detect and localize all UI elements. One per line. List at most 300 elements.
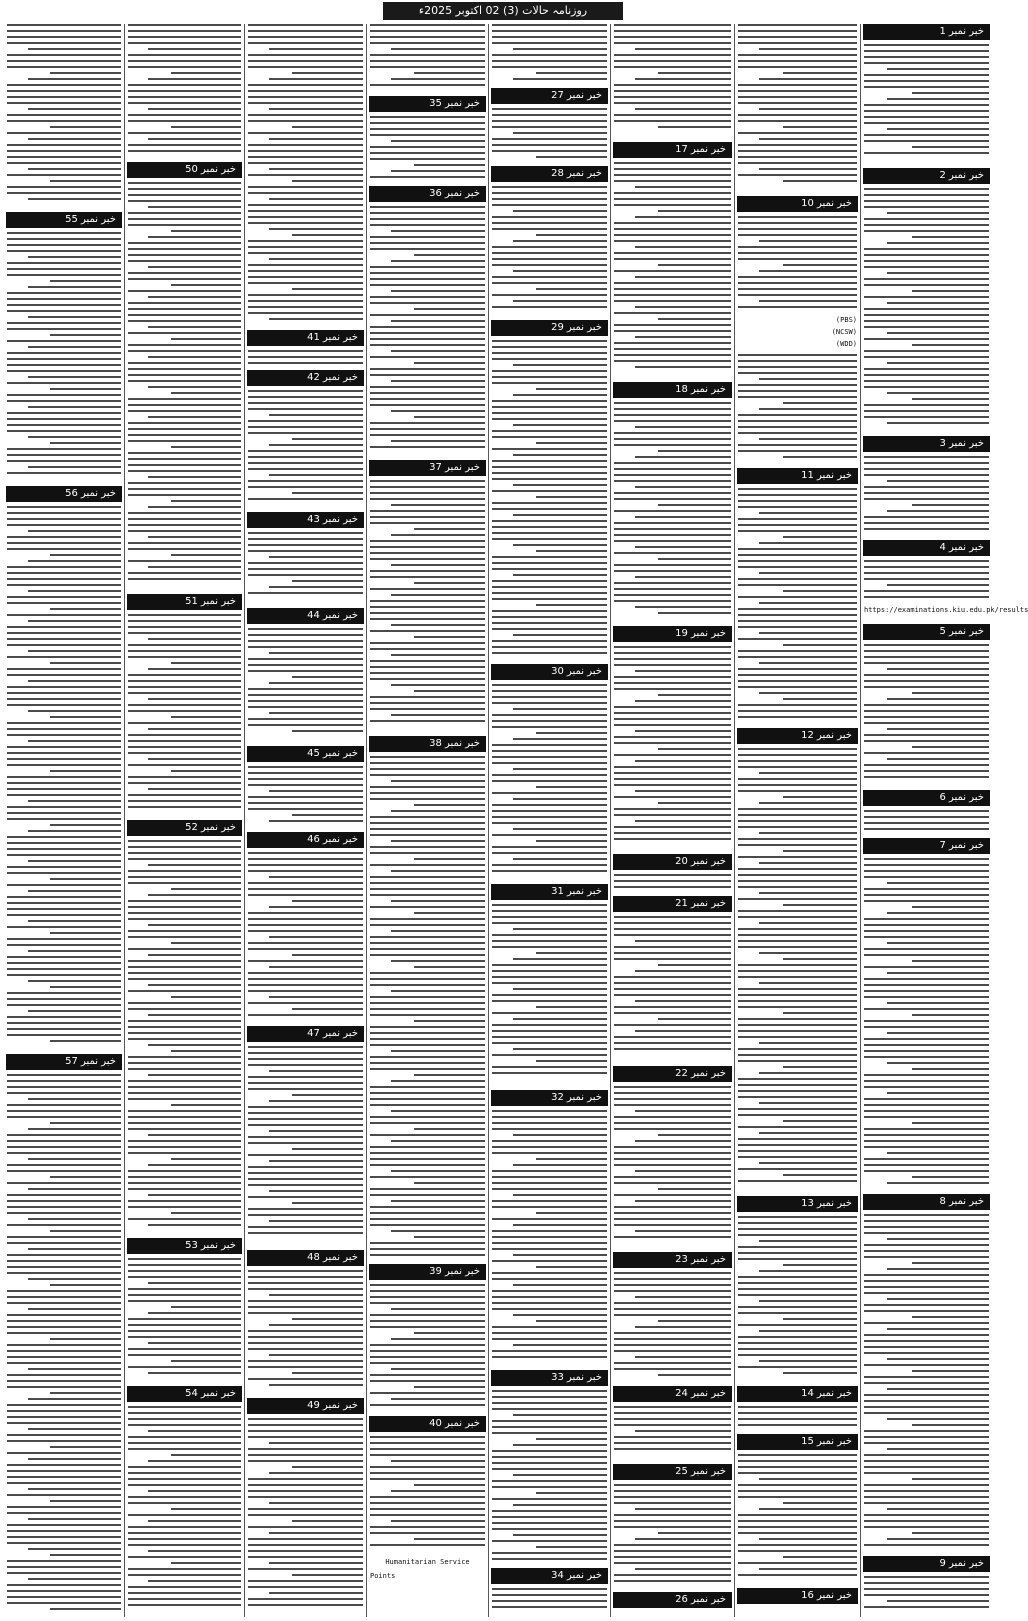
text-line — [492, 1036, 607, 1038]
text-line — [28, 256, 121, 258]
text-line — [658, 1018, 731, 1020]
text-line — [370, 428, 485, 430]
text-line — [7, 274, 121, 276]
text-line — [128, 362, 241, 364]
article-text — [614, 1406, 731, 1458]
text-line — [370, 146, 485, 148]
text-line — [7, 1016, 121, 1018]
text-line — [658, 72, 731, 74]
text-line — [370, 66, 485, 68]
text-line — [492, 1012, 607, 1014]
text-line — [912, 746, 990, 748]
text-line — [738, 784, 857, 786]
text-line — [614, 1146, 731, 1148]
text-line — [7, 1080, 121, 1082]
text-line — [864, 1382, 989, 1384]
text-line — [128, 1294, 241, 1296]
text-line — [7, 60, 121, 62]
text-line — [128, 1270, 241, 1272]
text-line — [864, 410, 989, 412]
text-line — [148, 108, 241, 110]
text-line — [614, 1206, 731, 1208]
text-line — [248, 174, 363, 176]
text-line — [912, 236, 990, 238]
text-line — [128, 1182, 241, 1184]
text-line — [248, 960, 363, 962]
text-line — [492, 940, 607, 942]
text-line — [171, 1508, 241, 1510]
text-line — [738, 1156, 857, 1158]
text-line — [513, 1194, 607, 1196]
text-line — [7, 758, 121, 760]
article-text — [248, 532, 363, 602]
text-line — [7, 926, 121, 928]
text-line — [370, 1014, 485, 1016]
text-line — [614, 1236, 731, 1238]
text-line — [171, 770, 241, 772]
text-line — [7, 1074, 121, 1076]
text-line — [783, 698, 857, 700]
text-line — [248, 984, 363, 986]
text-line — [492, 1176, 607, 1178]
text-line — [148, 236, 241, 238]
text-line — [614, 1368, 731, 1370]
text-line — [28, 108, 121, 110]
text-line — [492, 1290, 607, 1292]
text-line — [759, 138, 857, 140]
text-line — [614, 646, 731, 648]
text-line — [658, 1320, 731, 1322]
text-line — [391, 140, 485, 142]
text-line — [536, 604, 607, 606]
text-line — [171, 284, 241, 286]
text-line — [864, 566, 989, 568]
masthead-title: روزنامہ حالات (3) 02 اکتوبر 2025ء — [383, 2, 623, 20]
text-line — [128, 218, 241, 220]
text-line — [864, 116, 989, 118]
text-line — [28, 860, 121, 862]
text-line — [536, 1320, 607, 1322]
text-line — [759, 692, 857, 694]
text-line — [128, 1110, 241, 1112]
text-line — [614, 588, 731, 590]
text-line — [391, 410, 485, 412]
article-text — [614, 1484, 731, 1588]
text-line — [128, 1532, 241, 1534]
text-line — [492, 42, 607, 44]
text-line — [864, 1576, 989, 1578]
text-line — [864, 734, 989, 736]
text-line — [614, 204, 731, 206]
text-line — [864, 1406, 989, 1408]
text-line — [614, 1314, 731, 1316]
text-line — [738, 1252, 857, 1254]
article-text — [738, 488, 857, 722]
text-line — [269, 1190, 363, 1192]
text-line — [738, 1090, 857, 1092]
text-line — [492, 1296, 607, 1298]
text-line — [864, 1454, 989, 1456]
text-line — [492, 976, 607, 978]
text-line — [864, 218, 989, 220]
text-line — [248, 402, 363, 404]
text-line — [614, 1502, 731, 1504]
text-line — [887, 1032, 990, 1034]
text-line — [370, 1356, 485, 1358]
text-line — [128, 132, 241, 134]
text-line — [7, 548, 121, 550]
text-line — [738, 420, 857, 422]
text-line — [370, 762, 485, 764]
text-line — [370, 1134, 485, 1136]
text-line — [536, 1212, 607, 1214]
text-line — [7, 84, 121, 86]
text-line — [7, 1356, 121, 1358]
text-line — [738, 874, 857, 876]
text-line — [128, 620, 241, 622]
text-line — [128, 614, 241, 616]
text-line — [738, 1312, 857, 1314]
results-url[interactable]: https://examinations.kiu.edu.pk/results — [864, 606, 1028, 614]
text-line — [128, 212, 241, 214]
text-line — [7, 782, 121, 784]
text-line — [492, 508, 607, 510]
text-line — [738, 1324, 857, 1326]
text-line — [614, 1514, 731, 1516]
text-line — [7, 848, 121, 850]
text-line — [492, 684, 607, 686]
text-line — [492, 1054, 607, 1056]
text-line — [248, 1418, 363, 1420]
text-line — [391, 380, 485, 382]
text-line — [759, 108, 857, 110]
text-line — [370, 948, 485, 950]
text-line — [887, 68, 990, 70]
text-line — [7, 962, 121, 964]
text-line — [370, 1350, 485, 1352]
text-line — [864, 224, 989, 226]
text-line — [148, 788, 241, 790]
text-line — [492, 1140, 607, 1142]
text-line — [370, 248, 485, 250]
text-line — [864, 1352, 989, 1354]
article-text — [864, 560, 989, 602]
text-line — [738, 1544, 857, 1546]
text-line — [248, 532, 363, 534]
text-line — [864, 74, 989, 76]
text-line — [513, 1048, 607, 1050]
text-line — [370, 660, 485, 662]
text-line — [614, 1272, 731, 1274]
text-line — [759, 300, 857, 302]
article-header: خبر نمبر 14 — [737, 1386, 858, 1402]
text-line — [391, 1080, 485, 1082]
text-line — [7, 448, 121, 450]
text-line — [738, 988, 857, 990]
text-line — [391, 714, 485, 716]
text-line — [128, 626, 241, 628]
text-line — [50, 1392, 121, 1394]
text-line — [635, 790, 731, 792]
article-header: خبر نمبر 3 — [863, 436, 990, 452]
text-line — [738, 760, 857, 762]
text-line — [7, 174, 121, 176]
text-line — [248, 1330, 363, 1332]
text-line — [738, 384, 857, 386]
text-line — [614, 832, 731, 834]
text-line — [536, 72, 607, 74]
text-line — [7, 1494, 121, 1496]
text-line — [864, 888, 989, 890]
text-line — [492, 598, 607, 600]
text-line — [292, 1148, 363, 1150]
text-line — [864, 680, 989, 682]
text-line — [738, 156, 857, 158]
text-line — [536, 1492, 607, 1494]
text-line — [248, 628, 363, 630]
text-line — [248, 84, 363, 86]
text-line — [635, 336, 731, 338]
text-line — [614, 1574, 731, 1576]
text-line — [492, 1600, 607, 1602]
text-line — [492, 430, 607, 432]
text-line — [759, 982, 857, 984]
text-line — [128, 1258, 241, 1260]
text-line — [248, 264, 363, 266]
text-line — [864, 1466, 989, 1468]
text-line — [128, 1146, 241, 1148]
text-line — [128, 1604, 241, 1606]
text-line — [614, 234, 731, 236]
text-line — [738, 814, 857, 816]
text-line — [614, 880, 731, 882]
text-line — [171, 716, 241, 718]
article-text — [614, 646, 731, 844]
text-line — [248, 390, 363, 392]
text-line — [370, 630, 485, 632]
text-line — [248, 1214, 363, 1216]
text-line — [614, 712, 731, 714]
text-line — [391, 1398, 485, 1400]
text-line — [536, 840, 607, 842]
text-line — [738, 1454, 857, 1456]
text-line — [248, 114, 363, 116]
text-line — [171, 942, 241, 944]
text-line — [864, 662, 989, 664]
text-line — [492, 1272, 607, 1274]
text-line — [887, 1508, 990, 1510]
text-line — [492, 144, 607, 146]
text-line — [269, 790, 363, 792]
text-line — [370, 516, 485, 518]
text-line — [783, 1556, 857, 1558]
text-line — [128, 194, 241, 196]
text-line — [148, 78, 241, 80]
text-line — [864, 1394, 989, 1396]
text-line — [912, 1176, 990, 1178]
text-line — [292, 954, 363, 956]
text-line — [7, 1092, 121, 1094]
text-line — [128, 24, 241, 26]
text-line — [635, 1568, 731, 1570]
text-line — [738, 228, 857, 230]
text-line — [391, 684, 485, 686]
text-line — [128, 1080, 241, 1082]
text-line — [887, 1600, 990, 1602]
text-line — [614, 414, 731, 416]
text-line — [7, 578, 121, 580]
text-line — [370, 314, 485, 316]
text-line — [370, 942, 485, 944]
text-line — [248, 192, 363, 194]
text-line — [370, 996, 485, 998]
text-line — [292, 492, 363, 494]
text-line — [370, 1508, 485, 1510]
text-line — [492, 622, 607, 624]
text-line — [614, 718, 731, 720]
text-line — [391, 900, 485, 902]
text-line — [7, 992, 121, 994]
text-line — [614, 468, 731, 470]
text-line — [148, 326, 241, 328]
news-column-4 — [367, 24, 488, 1617]
text-line — [128, 530, 241, 532]
text-line — [128, 1152, 241, 1154]
text-line — [738, 994, 857, 996]
text-line — [864, 894, 989, 896]
article-header: خبر نمبر 39 — [369, 1264, 486, 1280]
text-line — [269, 1592, 363, 1594]
text-line — [128, 374, 241, 376]
text-line — [864, 590, 989, 592]
text-line — [513, 1224, 607, 1226]
text-line — [492, 1486, 607, 1488]
text-line — [614, 168, 731, 170]
text-line — [128, 870, 241, 872]
text-line — [248, 592, 363, 594]
text-line — [370, 1086, 485, 1088]
text-line — [513, 240, 607, 242]
text-line — [7, 192, 121, 194]
text-line — [248, 462, 363, 464]
text-line — [7, 668, 121, 670]
text-line — [128, 930, 241, 932]
text-line — [370, 1098, 485, 1100]
text-line — [128, 494, 241, 496]
text-line — [128, 644, 241, 646]
text-line — [492, 400, 607, 402]
text-line — [513, 364, 607, 366]
text-line — [513, 1164, 607, 1166]
text-line — [148, 1044, 241, 1046]
text-line — [738, 1550, 857, 1552]
text-line — [7, 614, 121, 616]
text-line — [7, 1416, 121, 1418]
text-line — [248, 102, 363, 104]
text-line — [248, 1046, 363, 1048]
text-line — [7, 752, 121, 754]
text-line — [128, 1412, 241, 1414]
text-line — [614, 916, 731, 918]
text-line — [864, 822, 989, 824]
text-line — [738, 1006, 857, 1008]
text-line — [128, 692, 241, 694]
text-line — [128, 1122, 241, 1124]
text-line — [171, 1562, 241, 1564]
article-header: خبر نمبر 11 — [737, 468, 858, 484]
text-line — [513, 928, 607, 930]
news-column-3 — [245, 24, 366, 1617]
text-line — [513, 300, 607, 302]
text-line — [864, 1334, 989, 1336]
text-line — [783, 402, 857, 404]
text-line — [864, 416, 989, 418]
text-line — [536, 550, 607, 552]
article-header: خبر نمبر 43 — [247, 512, 364, 528]
text-line — [7, 1476, 121, 1478]
article-header: خبر نمبر 20 — [613, 854, 732, 870]
text-line — [492, 1218, 607, 1220]
text-line — [864, 1128, 989, 1130]
text-line — [759, 892, 857, 894]
text-line — [492, 628, 607, 630]
text-line — [614, 1418, 731, 1420]
text-line — [864, 686, 989, 688]
text-line — [128, 102, 241, 104]
text-line — [864, 948, 989, 950]
text-line — [28, 1398, 121, 1400]
text-line — [128, 1026, 241, 1028]
text-line — [614, 474, 731, 476]
text-line — [614, 958, 731, 960]
text-line — [171, 1212, 241, 1214]
text-line — [7, 1404, 121, 1406]
text-line — [635, 1538, 731, 1540]
text-line — [759, 922, 857, 924]
text-line — [370, 792, 485, 794]
text-line — [864, 722, 989, 724]
text-line — [128, 144, 241, 146]
text-line — [783, 1318, 857, 1320]
text-line — [7, 536, 121, 538]
text-line — [738, 1418, 857, 1420]
text-line — [635, 1230, 731, 1232]
text-line — [7, 692, 121, 694]
text-line — [370, 1032, 485, 1034]
text-line — [492, 864, 607, 866]
text-line — [738, 162, 857, 164]
text-line — [7, 854, 121, 856]
text-line — [248, 1538, 363, 1540]
text-line — [28, 530, 121, 532]
article-header: خبر نمبر 4 — [863, 540, 990, 556]
points-label: Points — [370, 1572, 396, 1580]
text-line — [248, 670, 363, 672]
text-line — [370, 612, 485, 614]
text-line — [864, 462, 989, 464]
text-line — [7, 938, 121, 940]
text-line — [492, 964, 607, 966]
text-line — [248, 450, 363, 452]
text-line — [7, 872, 121, 874]
text-line — [887, 332, 990, 334]
text-line — [614, 814, 731, 816]
text-line — [128, 906, 241, 908]
text-line — [658, 1134, 731, 1136]
text-line — [492, 376, 607, 378]
text-line — [738, 1048, 857, 1050]
text-line — [492, 66, 607, 68]
